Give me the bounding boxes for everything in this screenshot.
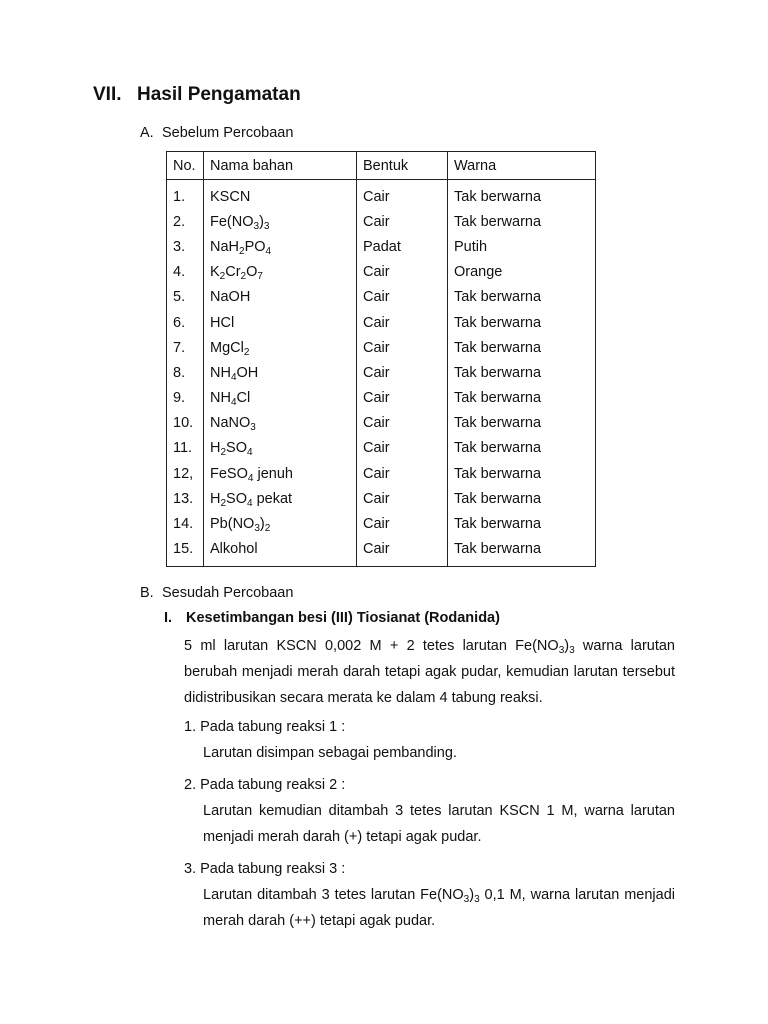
table-row: 10. NaNO$_3$ Cair Tak berwarna [167, 411, 596, 436]
step-3 [184, 856, 675, 934]
material-name: NaOH [204, 285, 357, 310]
chapter-heading [93, 84, 301, 106]
chapter-number: VII. [93, 84, 122, 105]
step-title: 3. Pada tabung reaksi 3 : [184, 861, 346, 877]
table-row: 3. $NaH_2PO_4$ Padat Putih [167, 234, 596, 259]
material-name: $Pb(NO_3)_2$ [204, 511, 357, 536]
material-name: FeSO$_4$ jenuh [204, 461, 357, 486]
material-name: MgCl$_2$ [204, 335, 357, 360]
step-description: Larutan ditambah 3 tetes larutan $Fe(NO_3)_3$ 0,1 M, warna larutan menjadi merah darah (++) tetapi agak pudar. [203, 887, 676, 929]
step-title: 2. Pada tabung reaksi 2 : [184, 777, 346, 793]
material-name: $H_2SO_4$ pekat [204, 486, 357, 511]
material-name: Alkohol [204, 537, 357, 567]
header-nama-bahan: Nama bahan [204, 152, 357, 180]
header-warna: Warna [448, 152, 596, 180]
section-b-heading: B. Sesudah Percobaan [140, 585, 294, 601]
table-row: 13. $H_2SO_4$ pekat Cair Tak berwarna [167, 486, 596, 511]
step-title: 1. Pada tabung reaksi 1 : [184, 719, 346, 735]
step-description: Larutan kemudian ditambah 3 tetes larutan KSCN 1 M, warna larutan menjadi merah darah (+) tetapi agak pudar. [203, 803, 675, 845]
material-name: $K_2Cr_2O_7$ [204, 260, 357, 285]
table-row: 8. $NH_4OH$ Cair Tak berwarna [167, 360, 596, 385]
observation-table [166, 151, 596, 567]
table-row: 5. NaOH Cair Tak berwarna [167, 285, 596, 310]
table-row: 9. $NH_4Cl$ Cair Tak berwarna [167, 386, 596, 411]
material-name: KSCN [204, 180, 357, 210]
step-2 [184, 772, 675, 850]
material-name: $NH_4Cl$ [204, 386, 357, 411]
chapter-title: Hasil Pengamatan [137, 84, 301, 105]
table-row: 11. $H_2SO_4$ Cair Tak berwarna [167, 436, 596, 461]
material-name: $NaH_2PO_4$ [204, 234, 357, 259]
material-name: NaNO$_3$ [204, 411, 357, 436]
subsection-heading: I. Kesetimbangan besi (III) Tiosianat (Rodanida) [164, 610, 500, 626]
table-row: 4. $K_2Cr_2O_7$ Cair Orange [167, 260, 596, 285]
table-row: 2. $Fe(NO_3)_3$ Cair Tak berwarna [167, 209, 596, 234]
section-a-heading: A. Sebelum Percobaan [140, 125, 294, 141]
table-row: 1. KSCN Cair Tak berwarna [167, 180, 596, 210]
table-row: 7. MgCl$_2$ Cair Tak berwarna [167, 335, 596, 360]
header-no: No. [167, 152, 204, 180]
table-row: 14. $Pb(NO_3)_2$ Cair Tak berwarna [167, 511, 596, 536]
material-name: $H_2SO_4$ [204, 436, 357, 461]
material-name: HCl [204, 310, 357, 335]
material-name: $Fe(NO_3)_3$ [204, 209, 357, 234]
step-1 [184, 714, 675, 766]
material-name: $NH_4OH$ [204, 360, 357, 385]
intro-paragraph: 5 ml larutan KSCN 0,002 M + 2 tetes larutan $Fe(NO_3)_3$ warna larutan berubah menjadi merah darah tetapi agak pudar, kemudian larutan tersebut didistribusikan secara merata ke dalam 4 tabung reaksi. [184, 638, 675, 706]
table-row: 12, FeSO$_4$ jenuh Cair Tak berwarna [167, 461, 596, 486]
table-row: 6. HCl Cair Tak berwarna [167, 310, 596, 335]
header-bentuk: Bentuk [357, 152, 448, 180]
table-row: 15. Alkohol Cair Tak berwarna [167, 537, 596, 567]
table-header-row [167, 152, 596, 180]
step-description: Larutan disimpan sebagai pembanding. [203, 745, 457, 761]
